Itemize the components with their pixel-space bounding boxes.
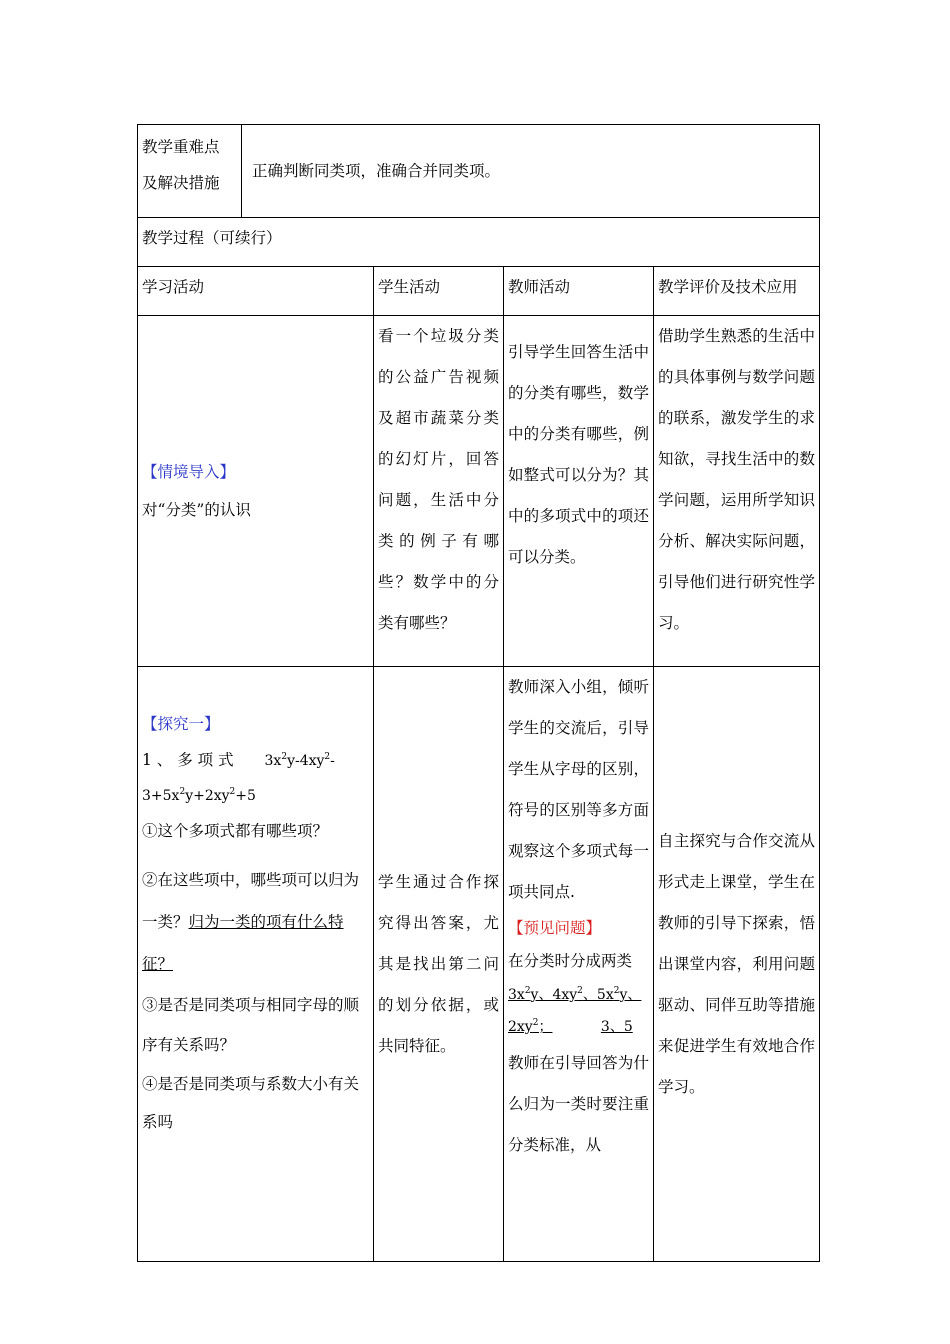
header-teacher-activity: 教师活动 (504, 267, 654, 316)
header-student-activity: 学生活动 (374, 267, 504, 316)
term-class-separator: ； (538, 1019, 553, 1035)
term-class-b: 3、5 (600, 1019, 633, 1035)
explore-teacher-cell (504, 667, 654, 1262)
process-title-row (138, 218, 820, 267)
lesson-plan-table (137, 124, 820, 1262)
explore-teacher-tag: 【预见问题】 (508, 919, 602, 937)
term-class-a: $3x^2y$、$4xy^2$、$5x^2y$、 (508, 986, 642, 1003)
explore-teacher-text-1: 教师深入小组，倾听学生的交流后，引导学生从字母的区别，符号的区别等多方面观察这个多项式每一项共同点. (508, 678, 649, 901)
explore-question-1-2-text: ②在这些项中，哪些项可以归为一类？ (142, 871, 360, 931)
term-class-row (508, 1011, 649, 1043)
explore-evaluation-cell: 自主探究与合作交流从形式走上课堂，学生在教师的引导下探索，悟出课堂内容，利用问题驱动、同伴互助等措施来促进学生有效地合作学习。 (654, 667, 820, 1262)
intro-activity-cell (138, 316, 374, 667)
explore-question-1-2 (142, 859, 369, 985)
explore-question-1 (142, 743, 369, 813)
header-learning-activity: 学习活动 (138, 267, 374, 316)
explore-student-cell: 学生通过合作探究得出答案，尤其是找出第二问的划分依据，或共同特征。 (374, 667, 504, 1262)
explore-row (138, 667, 820, 1262)
explore-question-1-1: ①这个多项式都有哪些项？ (142, 822, 329, 840)
intro-row (138, 316, 820, 667)
explore-question-1-prefix: 1 、 多 项 式 (142, 751, 234, 769)
intro-activity-tag: 【情境导入】 (142, 463, 236, 481)
intro-activity-text: 对“分类”的认识 (142, 501, 251, 519)
key-difficulty-row (138, 125, 820, 218)
key-difficulty-value: 正确判断同类项，准确合并同类项。 (242, 125, 820, 218)
intro-evaluation-cell: 借助学生熟悉的生活中的具体事例与数学问题的联系，激发学生的求知欲，寻找生活中的数学问题，运用所学知识分析、解决实际问题，引导他们进行研究性学习。 (654, 316, 820, 667)
key-difficulty-label-line1: 教学重难点 (142, 138, 220, 156)
key-difficulty-label (138, 125, 242, 218)
explore-teacher-text-3: 教师在引导回答为什么归为一类时要注重分类标准，从 (508, 1054, 649, 1154)
explore-activity-tag: 【探究一】 (142, 715, 220, 733)
process-title: 教学过程（可续行） (138, 218, 820, 267)
explore-teacher-text-2: 在分类时分成两类 (508, 952, 633, 970)
key-difficulty-label-line2: 及解决措施 (142, 174, 220, 192)
polynomial-expression: $3x^2y-4xy^2-3+5x^2y+2xy^2+5$ (142, 752, 335, 804)
intro-teacher-cell: 引导学生回答生活中的分类有哪些，数学中的分类有哪些，例如整式可以分为？其中的多项式中的项还可以分类。 (504, 316, 654, 667)
explore-question-1-2-underlined: 归为一类的项有什么特征？ (142, 913, 344, 973)
explore-question-1-3: ③是否是同类项与相同字母的顺序有关系吗？ (142, 996, 360, 1054)
intro-student-cell: 看一个垃圾分类的公益广告视频及超市蔬菜分类的幻灯片，回答问题，生活中分类的例子有哪些？数学中的分类有哪些？ (374, 316, 504, 667)
term-class-a-last: $2xy^2$； (508, 1018, 553, 1035)
header-evaluation: 教学评价及技术应用 (654, 267, 820, 316)
explore-question-1-4: ④是否是同类项与系数大小有关系吗 (142, 1075, 360, 1131)
column-header-row (138, 267, 820, 316)
explore-activity-cell (138, 667, 374, 1262)
